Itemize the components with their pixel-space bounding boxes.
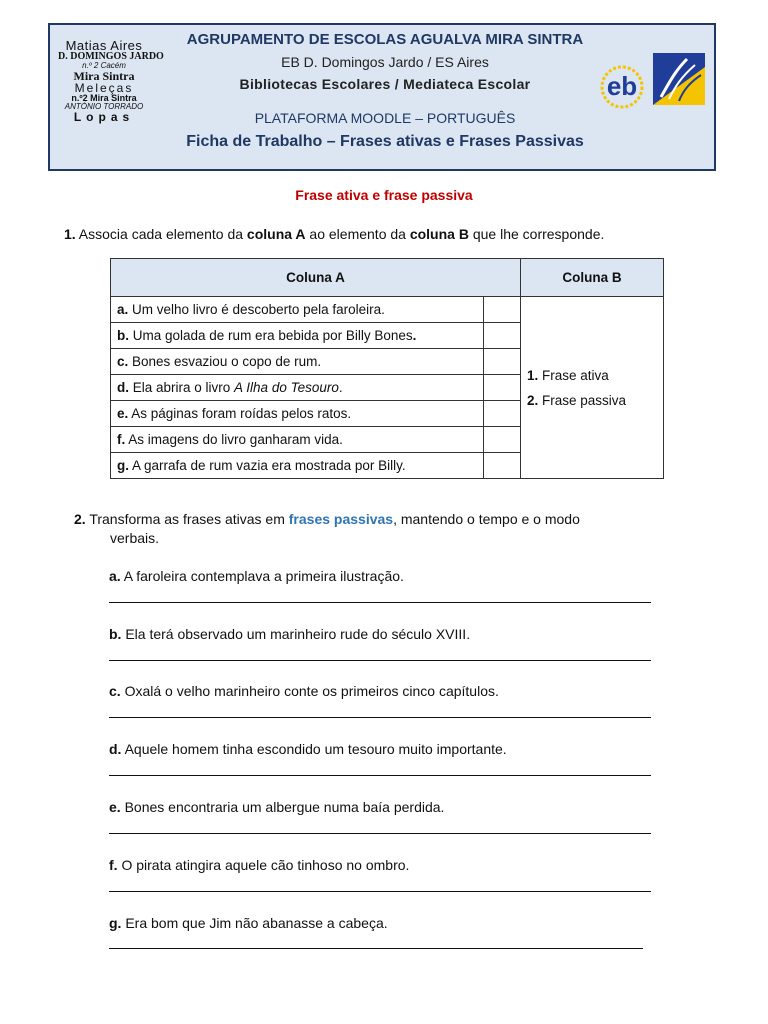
answer-line[interactable] [109, 775, 651, 776]
option-item: 2. Frase passiva [527, 392, 627, 408]
column-b-header: Coluna B [521, 259, 664, 297]
association-table [110, 258, 664, 479]
worksheet-title: Ficha de Trabalho – Frases ativas e Frases Passivas [186, 133, 584, 150]
answer-line[interactable] [109, 660, 651, 661]
answer-box[interactable] [484, 401, 521, 427]
answer-line[interactable] [109, 891, 651, 892]
answer-box[interactable] [484, 427, 521, 453]
answer-box[interactable] [484, 375, 521, 401]
sentence-cell: b. Uma golada de rum era bebida por Billy Bones. [111, 323, 484, 349]
answer-box[interactable] [484, 297, 521, 323]
answer-line[interactable] [109, 833, 651, 834]
exercise-item-b: b. Ela terá observado um marinheiro rude do século XVIII. [109, 626, 471, 642]
school-logo: Matias Aires D. DOMINGOS JARDO n.º 2 Cacém Mira Sintra Meleças n.º2 Mira Sintra ANTÓNIO TORRADO Lopas [58, 38, 164, 124]
eb-logo-text: eb [606, 71, 638, 101]
table-header-row [111, 259, 664, 297]
option-item: 1. Frase ativa [527, 367, 609, 383]
answer-box[interactable] [484, 323, 521, 349]
library-logo-icon [653, 53, 705, 105]
exercise-item-f: f. O pirata atingira aquele cão tinhoso no ombro. [109, 857, 410, 873]
platform-line: PLATAFORMA MOODLE – PORTUGUÊS [254, 110, 516, 126]
question-1-prompt: 1. Associa cada elemento da coluna A ao elemento da coluna B que lhe corresponde. [64, 226, 605, 242]
answer-box[interactable] [484, 453, 521, 479]
schools-line: EB D. Domingos Jardo / ES Aires [281, 54, 489, 70]
sentence-cell: c. Bones esvaziou o copo de rum. [111, 349, 484, 375]
column-a-header: Coluna A [111, 259, 521, 297]
exercise-item-g: g. Era bom que Jim não abanasse a cabeça. [109, 915, 388, 931]
column-b-options [521, 297, 664, 479]
sentence-cell: e. As páginas foram roídas pelos ratos. [111, 401, 484, 427]
answer-line[interactable] [109, 948, 643, 949]
question-2-prompt: 2. Transforma as frases ativas em frases passivas, mantendo o tempo e o modo verbais. [74, 511, 580, 546]
answer-line[interactable] [109, 602, 651, 603]
exercise-item-c: c. Oxalá o velho marinheiro conte os primeiros cinco capítulos. [109, 683, 499, 699]
table-row [111, 297, 664, 323]
sentence-cell: g. A garrafa de rum vazia era mostrada por Billy. [111, 453, 484, 479]
exercise-item-d: d. Aquele homem tinha escondido um tesouro muito importante. [109, 741, 507, 757]
exercise-item-e: e. Bones encontraria um albergue numa baía perdida. [109, 799, 445, 815]
answer-line[interactable] [109, 717, 651, 718]
group-title: AGRUPAMENTO DE ESCOLAS AGUALVA MIRA SINTRA [186, 31, 584, 48]
exercise-item-a: a. A faroleira contemplava a primeira ilustração. [109, 568, 404, 584]
answer-box[interactable] [484, 349, 521, 375]
sentence-cell: d. Ela abrira o livro A Ilha do Tesouro. [111, 375, 484, 401]
header-banner [48, 23, 716, 171]
section-title: Frase ativa e frase passiva [295, 187, 473, 203]
eb-logo-icon [600, 53, 644, 111]
sentence-cell: a. Um velho livro é descoberto pela faroleira. [111, 297, 484, 323]
libraries-line: Bibliotecas Escolares / Mediateca Escolar [239, 76, 531, 92]
sentence-cell: f. As imagens do livro ganharam vida. [111, 427, 484, 453]
